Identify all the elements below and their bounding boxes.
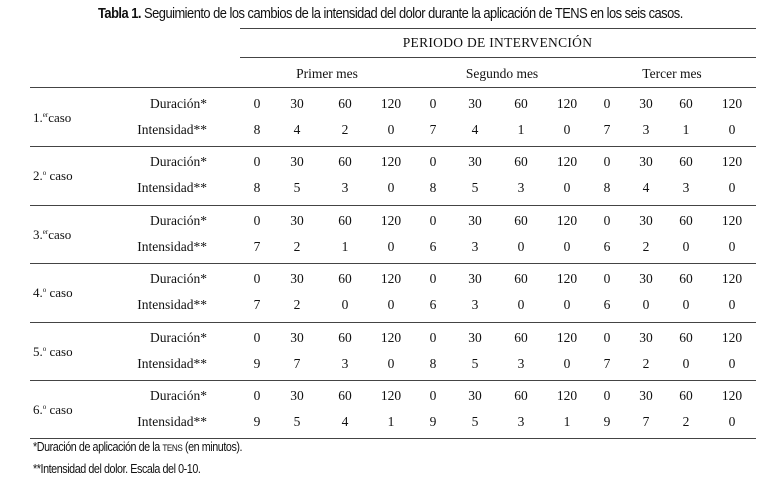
- intensity-value: 8: [603, 180, 611, 196]
- duration-value: 60: [514, 329, 528, 345]
- intensity-value: 8: [253, 180, 261, 196]
- intensity-value: 2: [642, 238, 650, 254]
- month-header-2: Segundo mes: [465, 66, 539, 81]
- duration-value: 30: [639, 271, 653, 287]
- intensity-value: 0: [563, 180, 571, 196]
- intensity-value: 6: [429, 297, 437, 313]
- intensity-value: 0: [682, 355, 690, 371]
- case-separator-rule: [30, 146, 756, 147]
- intensity-value: 8: [253, 122, 261, 137]
- intensity-value: 3: [642, 122, 650, 137]
- intensity-row-label: Intensidad**: [137, 414, 207, 429]
- duration-value: 60: [338, 154, 352, 170]
- duration-value: 60: [679, 212, 693, 228]
- intensity-value: 5: [471, 414, 479, 429]
- duration-value: 120: [721, 271, 743, 287]
- intensity-value: 7: [293, 355, 301, 371]
- intensity-value: 1: [563, 414, 571, 429]
- case-number: 4.: [33, 285, 43, 301]
- intensity-value: 0: [682, 297, 690, 313]
- intensity-value: 1: [341, 238, 349, 254]
- header-bottom-rule: [30, 87, 756, 88]
- intensity-value: 0: [563, 355, 571, 371]
- duration-value: 30: [290, 388, 304, 403]
- intensity-value: 0: [728, 355, 736, 371]
- caption-text: Seguimiento de los cambios de la intensidad del dolor durante la aplicación de TENS en los seis casos.: [144, 5, 683, 22]
- intensity-value: 6: [603, 238, 611, 254]
- intensity-value: 0: [387, 238, 395, 254]
- intensity-value: 0: [341, 297, 349, 313]
- duration-value: 120: [556, 212, 578, 228]
- duration-value: 0: [253, 154, 261, 170]
- duration-value: 120: [556, 329, 578, 345]
- month-header-1: Primer mes: [296, 66, 358, 81]
- case-number: 5.: [33, 343, 43, 359]
- intensity-row-label: Intensidad**: [137, 122, 207, 137]
- duration-value: 120: [721, 388, 743, 403]
- intensity-value: 7: [603, 122, 611, 137]
- case-label: [33, 110, 71, 126]
- intensity-value: 2: [682, 414, 690, 429]
- duration-row-label: Duración*: [150, 96, 207, 111]
- duration-value: 0: [429, 271, 437, 287]
- intensity-value: 0: [517, 238, 525, 254]
- duration-value: 30: [468, 271, 482, 287]
- footnote-intensity: **Intensidad del dolor. Escala del 0-10.: [33, 462, 201, 476]
- duration-value: 30: [639, 388, 653, 403]
- duration-value: 30: [639, 329, 653, 345]
- intensity-value: 3: [682, 180, 690, 196]
- duration-value: 120: [556, 388, 578, 403]
- duration-value: 60: [679, 154, 693, 170]
- intensity-value: 3: [517, 180, 525, 196]
- case-label: [33, 285, 73, 301]
- intensity-value: 6: [603, 297, 611, 313]
- intensity-value: 9: [429, 414, 437, 429]
- case-suffix: caso: [46, 343, 73, 359]
- case-ordinal: o: [42, 344, 47, 353]
- intensity-value: 0: [387, 122, 395, 137]
- intensity-value: 7: [253, 297, 261, 313]
- case-separator-rule: [30, 322, 756, 323]
- case-label: [33, 168, 73, 184]
- duration-value: 30: [468, 388, 482, 403]
- duration-value: 120: [556, 271, 578, 287]
- intensity-value: 3: [517, 355, 525, 371]
- duration-value: 60: [679, 329, 693, 345]
- duration-value: 120: [721, 329, 743, 345]
- duration-value: 0: [603, 154, 611, 170]
- duration-value: 0: [253, 271, 261, 287]
- intensity-value: 5: [293, 414, 301, 429]
- duration-value: 0: [253, 329, 261, 345]
- duration-value: 30: [639, 154, 653, 170]
- case-ordinal: o: [42, 169, 47, 178]
- duration-value: 120: [721, 96, 743, 111]
- case-number: 6.: [33, 402, 43, 417]
- duration-row-label: Duración*: [150, 154, 207, 170]
- duration-value: 0: [603, 388, 611, 403]
- intensity-value: 3: [471, 238, 479, 254]
- intensity-value: 4: [293, 122, 301, 137]
- intensity-row-label: Intensidad**: [137, 297, 207, 313]
- duration-value: 0: [603, 212, 611, 228]
- intensity-row-label: Intensidad**: [137, 180, 207, 196]
- case-number: 3.: [33, 226, 43, 242]
- intensity-value: 0: [387, 355, 395, 371]
- intensity-value: 8: [429, 355, 437, 371]
- duration-value: 30: [290, 271, 304, 287]
- period-rule: [240, 57, 756, 58]
- duration-value: 60: [514, 388, 528, 403]
- intensity-value: 7: [603, 355, 611, 371]
- duration-value: 120: [380, 212, 402, 228]
- duration-value: 0: [429, 96, 437, 111]
- intensity-value: 5: [471, 180, 479, 196]
- duration-row-label: Duración*: [150, 212, 207, 228]
- duration-value: 30: [468, 212, 482, 228]
- caption-label: Tabla 1.: [98, 5, 141, 22]
- duration-value: 0: [253, 212, 261, 228]
- case-number: 1.: [33, 110, 43, 125]
- duration-value: 120: [721, 212, 743, 228]
- duration-value: 30: [290, 212, 304, 228]
- duration-value: 0: [603, 96, 611, 111]
- intensity-value: 0: [728, 414, 736, 429]
- footnote-1-prefix: *Duración de aplicación de la: [33, 440, 163, 454]
- case-suffix: caso: [46, 402, 73, 417]
- intensity-value: 1: [517, 122, 525, 137]
- duration-value: 30: [290, 329, 304, 345]
- duration-row-label: Duración*: [150, 388, 207, 403]
- case-number: 2.: [33, 168, 43, 184]
- duration-value: 60: [679, 96, 693, 111]
- intensity-value: 7: [429, 122, 437, 137]
- case-suffix: caso: [46, 168, 73, 184]
- intensity-value: 3: [517, 414, 525, 429]
- intensity-row-label: Intensidad**: [137, 238, 207, 254]
- case-suffix: caso: [48, 226, 72, 242]
- intensity-value: 4: [341, 414, 349, 429]
- duration-row-label: Duración*: [150, 271, 207, 287]
- intensity-value: 0: [728, 122, 736, 137]
- duration-value: 60: [338, 96, 352, 111]
- case-ordinal: er: [42, 227, 49, 236]
- duration-value: 30: [290, 96, 304, 111]
- intensity-value: 2: [293, 238, 301, 254]
- intensity-value: 1: [682, 122, 690, 137]
- intensity-value: 0: [728, 297, 736, 313]
- duration-value: 120: [380, 271, 402, 287]
- duration-value: 0: [603, 329, 611, 345]
- intensity-value: 7: [253, 238, 261, 254]
- case-label: [33, 227, 71, 243]
- case-separator-rule: [30, 263, 756, 264]
- duration-value: 60: [514, 96, 528, 111]
- duration-value: 0: [603, 271, 611, 287]
- case-ordinal: o: [42, 286, 47, 295]
- footnote-duration: [33, 440, 242, 454]
- intensity-value: 0: [387, 297, 395, 313]
- case-separator-rule: [30, 438, 756, 439]
- intensity-value: 6: [429, 238, 437, 254]
- intensity-value: 4: [642, 180, 650, 196]
- duration-value: 60: [679, 271, 693, 287]
- intensity-value: 5: [471, 355, 479, 371]
- case-suffix: caso: [48, 110, 72, 125]
- duration-value: 0: [429, 212, 437, 228]
- intensity-value: 0: [387, 180, 395, 196]
- intensity-value: 0: [517, 297, 525, 313]
- intensity-value: 0: [642, 297, 650, 313]
- intensity-value: 0: [682, 238, 690, 254]
- duration-row-label: Duración*: [150, 329, 207, 345]
- duration-value: 120: [380, 154, 402, 170]
- duration-value: 60: [338, 329, 352, 345]
- intensity-value: 0: [563, 238, 571, 254]
- intensity-value: 0: [728, 180, 736, 196]
- case-ordinal: o: [42, 403, 47, 411]
- duration-value: 60: [514, 154, 528, 170]
- intensity-value: 9: [603, 414, 611, 429]
- duration-value: 30: [468, 154, 482, 170]
- intensity-value: 2: [341, 122, 349, 137]
- duration-value: 30: [639, 96, 653, 111]
- duration-value: 60: [338, 271, 352, 287]
- case-ordinal: er: [42, 111, 49, 119]
- duration-value: 0: [429, 329, 437, 345]
- intensity-value: 3: [341, 180, 349, 196]
- top-rule: [240, 28, 756, 29]
- duration-value: 120: [380, 329, 402, 345]
- duration-value: 120: [556, 96, 578, 111]
- footnote-1-tens: TENS: [162, 443, 183, 454]
- intensity-value: 3: [341, 355, 349, 371]
- duration-value: 60: [338, 388, 352, 403]
- duration-value: 60: [514, 271, 528, 287]
- duration-value: 0: [253, 96, 261, 111]
- intensity-value: 2: [642, 355, 650, 371]
- duration-value: 0: [429, 388, 437, 403]
- table-caption: [98, 5, 683, 22]
- duration-value: 120: [721, 154, 743, 170]
- intensity-value: 1: [387, 414, 395, 429]
- duration-value: 30: [468, 96, 482, 111]
- month-header-3: Tercer mes: [642, 66, 702, 81]
- intensity-value: 4: [471, 122, 479, 137]
- intensity-row-label: Intensidad**: [137, 355, 207, 371]
- duration-value: 120: [380, 96, 402, 111]
- duration-value: 60: [514, 212, 528, 228]
- duration-value: 30: [639, 212, 653, 228]
- intensity-value: 7: [642, 414, 650, 429]
- intensity-value: 3: [471, 297, 479, 313]
- intensity-value: 0: [563, 297, 571, 313]
- footnote-1-suffix: (en minutos).: [182, 440, 243, 454]
- duration-value: 60: [338, 212, 352, 228]
- duration-value: 60: [679, 388, 693, 403]
- duration-value: 0: [429, 154, 437, 170]
- duration-value: 120: [380, 388, 402, 403]
- intensity-value: 5: [293, 180, 301, 196]
- intensity-value: 8: [429, 180, 437, 196]
- duration-value: 30: [468, 329, 482, 345]
- case-separator-rule: [30, 380, 756, 381]
- intensity-value: 0: [728, 238, 736, 254]
- case-separator-rule: [30, 205, 756, 206]
- case-label: [33, 344, 73, 360]
- duration-value: 0: [253, 388, 261, 403]
- intensity-value: 0: [563, 122, 571, 137]
- duration-value: 120: [556, 154, 578, 170]
- duration-value: 30: [290, 154, 304, 170]
- case-suffix: caso: [46, 285, 73, 301]
- intensity-value: 9: [253, 355, 261, 371]
- period-header: PERIODO DE INTERVENCIÓN: [402, 35, 593, 50]
- intensity-value: 9: [253, 414, 261, 429]
- case-label: [33, 402, 73, 418]
- intensity-value: 2: [293, 297, 301, 313]
